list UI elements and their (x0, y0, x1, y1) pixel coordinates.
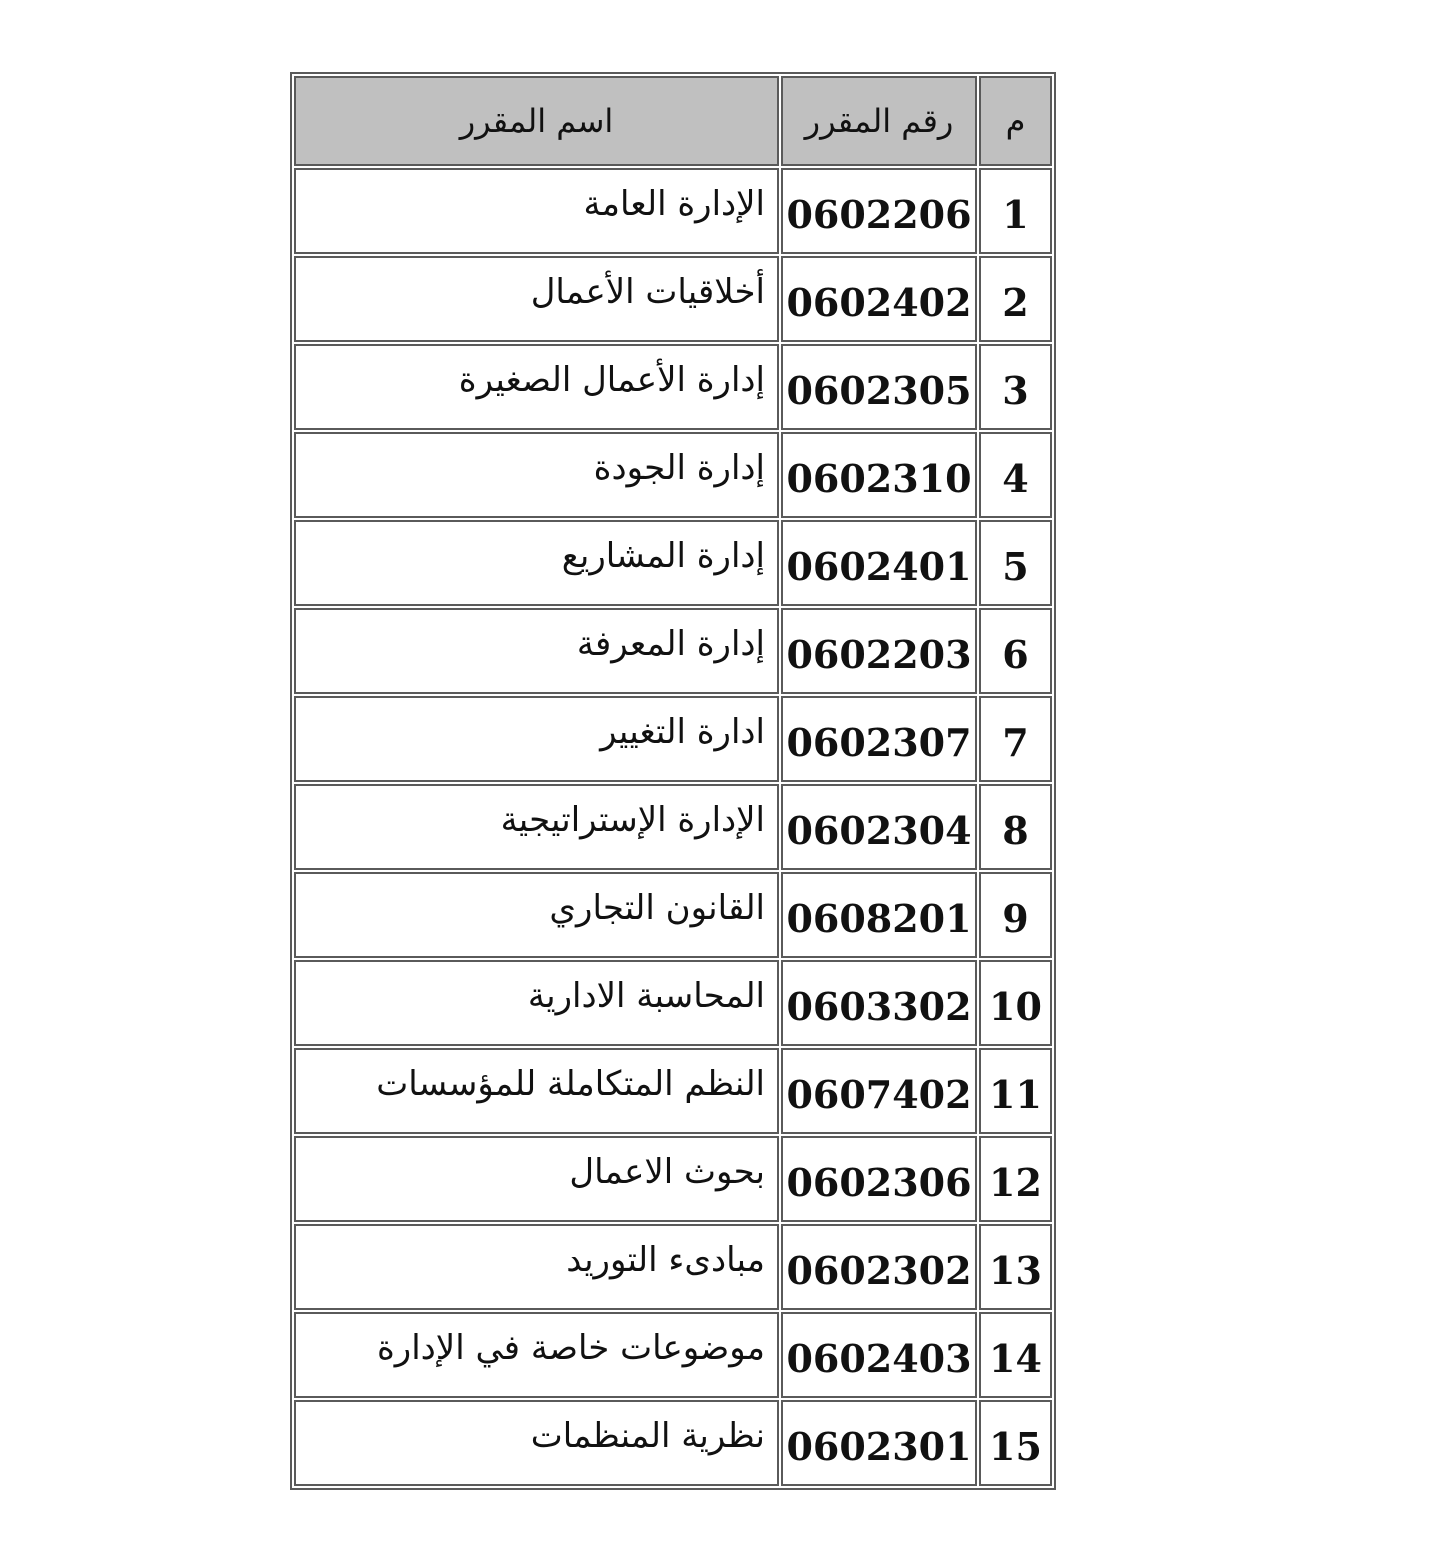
row-index: 6 (979, 608, 1052, 694)
course-name: النظم المتكاملة للمؤسسات (294, 1048, 779, 1134)
header-index: م (979, 76, 1052, 166)
table-row (294, 960, 1052, 1046)
table-row (294, 344, 1052, 430)
table-row (294, 872, 1052, 958)
header-row (294, 76, 1052, 166)
course-code: 0602402 (781, 256, 977, 342)
course-code: 0602203 (781, 608, 977, 694)
course-code: 0602305 (781, 344, 977, 430)
table-row (294, 1400, 1052, 1486)
row-index: 14 (979, 1312, 1052, 1398)
row-index: 4 (979, 432, 1052, 518)
course-code: 0602307 (781, 696, 977, 782)
course-code: 0602401 (781, 520, 977, 606)
course-code: 0602206 (781, 168, 977, 254)
row-index: 15 (979, 1400, 1052, 1486)
course-name: بحوث الاعمال (294, 1136, 779, 1222)
course-name: مبادىء التوريد (294, 1224, 779, 1310)
row-index: 3 (979, 344, 1052, 430)
course-code: 0607402 (781, 1048, 977, 1134)
course-code: 0608201 (781, 872, 977, 958)
course-code: 0602306 (781, 1136, 977, 1222)
courses-table (290, 72, 1056, 1490)
course-code: 0602302 (781, 1224, 977, 1310)
row-index: 9 (979, 872, 1052, 958)
header-course-code: رقم المقرر (781, 76, 977, 166)
table-row (294, 784, 1052, 870)
course-code: 0602310 (781, 432, 977, 518)
course-code: 0602403 (781, 1312, 977, 1398)
row-index: 10 (979, 960, 1052, 1046)
row-index: 5 (979, 520, 1052, 606)
row-index: 8 (979, 784, 1052, 870)
table-row (294, 608, 1052, 694)
course-name: إدارة الجودة (294, 432, 779, 518)
course-name: إدارة المعرفة (294, 608, 779, 694)
row-index: 13 (979, 1224, 1052, 1310)
course-code: 0603302 (781, 960, 977, 1046)
table-row (294, 1312, 1052, 1398)
row-index: 12 (979, 1136, 1052, 1222)
table-row (294, 1136, 1052, 1222)
row-index: 1 (979, 168, 1052, 254)
course-name: إدارة المشاريع (294, 520, 779, 606)
course-name: الإدارة الإستراتيجية (294, 784, 779, 870)
course-name: المحاسبة الادارية (294, 960, 779, 1046)
course-code: 0602304 (781, 784, 977, 870)
course-name: ادارة التغيير (294, 696, 779, 782)
course-name: الإدارة العامة (294, 168, 779, 254)
table-row (294, 1224, 1052, 1310)
row-index: 11 (979, 1048, 1052, 1134)
table-row (294, 256, 1052, 342)
table-row (294, 168, 1052, 254)
table-body (294, 168, 1052, 1486)
header-course-name: اسم المقرر (294, 76, 779, 166)
course-name: نظرية المنظمات (294, 1400, 779, 1486)
course-name: أخلاقيات الأعمال (294, 256, 779, 342)
row-index: 7 (979, 696, 1052, 782)
course-code: 0602301 (781, 1400, 977, 1486)
table-row (294, 432, 1052, 518)
table-row (294, 1048, 1052, 1134)
course-name: موضوعات خاصة في الإدارة (294, 1312, 779, 1398)
table-row (294, 520, 1052, 606)
table-row (294, 696, 1052, 782)
course-name: القانون التجاري (294, 872, 779, 958)
course-name: إدارة الأعمال الصغيرة (294, 344, 779, 430)
table-header (294, 76, 1052, 166)
row-index: 2 (979, 256, 1052, 342)
